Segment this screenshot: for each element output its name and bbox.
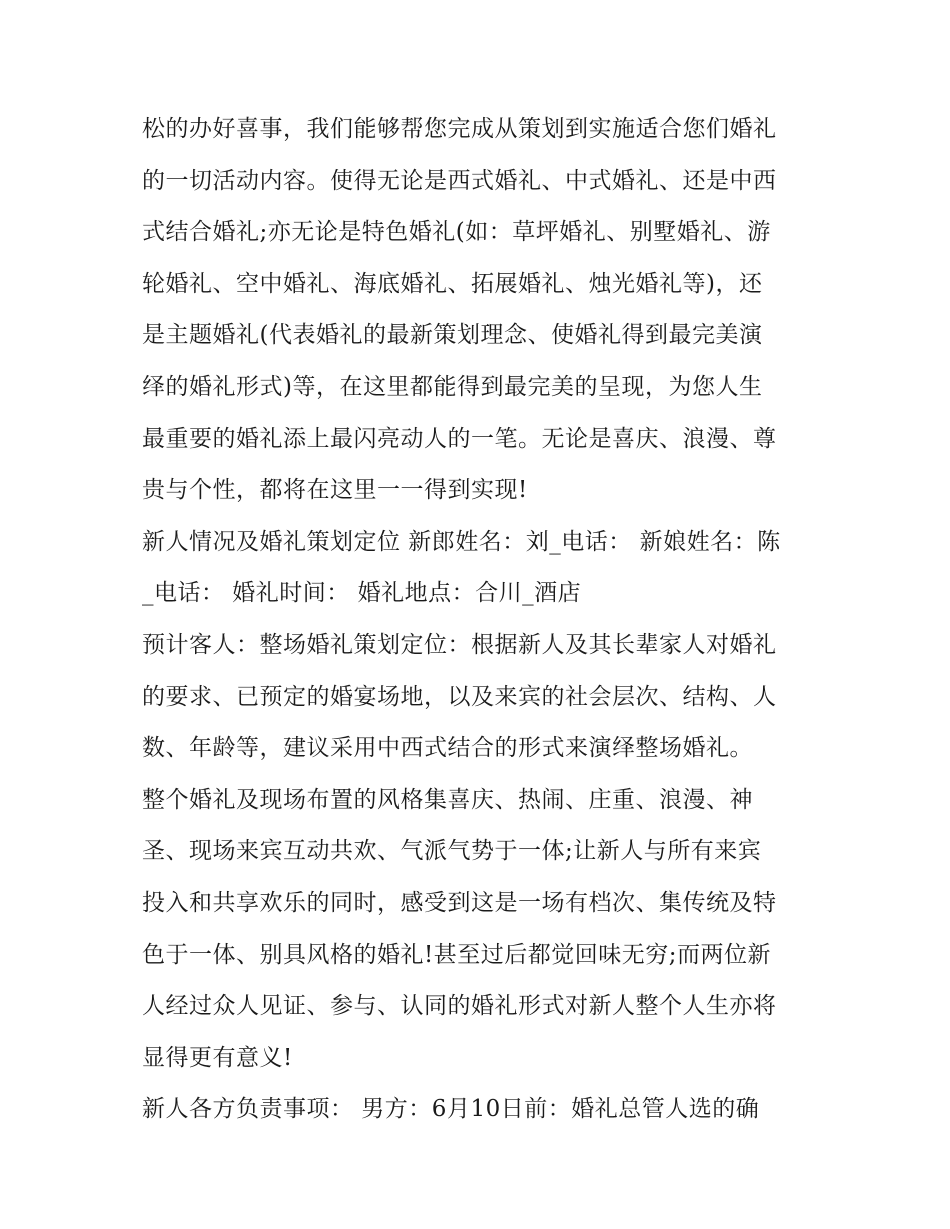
text-line: 绎的婚礼形式)等，在这里都能得到最完美的呈现，为您人生	[142, 373, 763, 400]
text-line: 投入和共享欢乐的同时，感受到这是一场有档次、集传统及特	[142, 889, 777, 916]
text-line: 显得更有意义!	[142, 1044, 293, 1071]
text-line: 新人各方负责事项： 男方：6月10日前：婚礼总管人选的确	[142, 1096, 760, 1123]
text-line: 圣、现场来宾互动共欢、气派气势于一体;让新人与所有来宾	[142, 838, 762, 865]
text-line: 贵与个性，都将在这里一一得到实现!	[142, 477, 528, 504]
text-line: 预计客人：整场婚礼策划定位：根据新人及其长辈家人对婚礼	[142, 631, 777, 658]
text-line: 最重要的婚礼添上最闪亮动人的一笔。无论是喜庆、浪漫、尊	[142, 425, 777, 452]
text-line: _电话： 婚礼时间： 婚礼地点：合川_酒店	[142, 580, 582, 607]
text-line: 数、年龄等，建议采用中西式结合的形式来演绎整场婚礼。	[142, 735, 753, 762]
document-body	[142, 104, 822, 1136]
text-line: 色于一体、别具风格的婚礼!甚至过后都觉回味无穷;而两位新	[142, 941, 771, 968]
text-line: 松的办好喜事，我们能够帮您完成从策划到实施适合您们婚礼	[142, 116, 777, 142]
text-line: 人经过众人见证、参与、认同的婚礼形式对新人整个人生亦将	[142, 993, 777, 1020]
text-line: 整个婚礼及现场布置的风格集喜庆、热闹、庄重、浪漫、神	[142, 786, 753, 813]
text-line: 的要求、已预定的婚宴场地，以及来宾的社会层次、结构、人	[142, 683, 777, 710]
text-line: 新人情况及婚礼策划定位 新郎姓名：刘_电话： 新娘姓名：陈	[142, 528, 781, 555]
text-line: 轮婚礼、空中婚礼、海底婚礼、拓展婚礼、烛光婚礼等)，还	[142, 270, 763, 297]
text-line: 的一切活动内容。使得无论是西式婚礼、中式婚礼、还是中西	[142, 167, 777, 194]
text-line: 式结合婚礼;亦无论是特色婚礼(如：草坪婚礼、别墅婚礼、游	[142, 219, 771, 246]
text-line: 是主题婚礼(代表婚礼的最新策划理念、使婚礼得到最完美演	[142, 322, 763, 349]
